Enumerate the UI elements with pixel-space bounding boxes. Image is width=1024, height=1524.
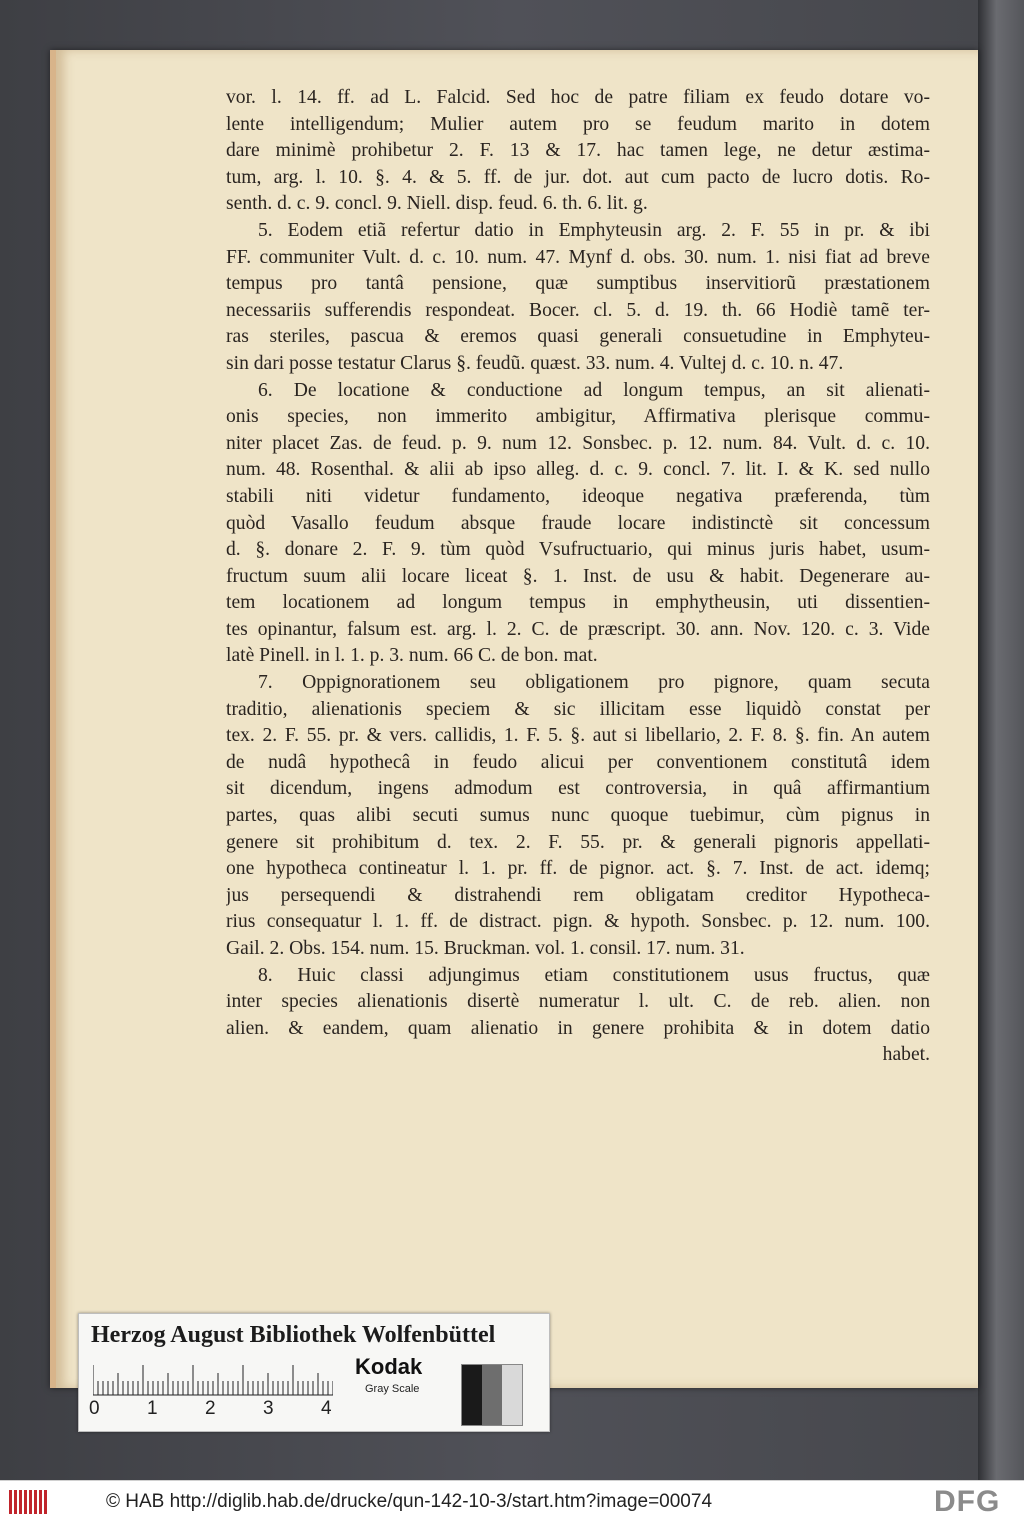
ruler-number: 4: [321, 1398, 332, 1419]
text-line: tem locationem ad longum tempus in emphytheusin, uti dissentien-: [226, 592, 930, 614]
text-line: tes opinantur, falsum est. arg. l. 2. C. de præscript. 30. ann. Nov. 120. c. 3. Vide: [226, 618, 930, 640]
text-line: ras steriles, pascua & eremos quasi generali consuetudine in Emphyteu-: [226, 326, 930, 348]
text-line: senth. d. c. 9. concl. 9. Niell. disp. feud. 6. th. 6. lit. g.: [226, 193, 648, 215]
text-line: quòd Vasallo feudum absque fraude locare indistinctè sit concessum: [226, 512, 930, 534]
text-line: sit dicendum, ingens admodum est controversia, in quâ affirmantium: [226, 778, 930, 800]
ruler-number: 2: [205, 1398, 216, 1419]
gray-patch: [482, 1365, 502, 1425]
text-line: FF. communiter Vult. d. c. 10. num. 47. Mynf d. obs. 30. num. 1. nisi fiat ad breve: [226, 246, 930, 268]
ruler-numbers: [89, 1398, 349, 1424]
text-line: tex. 2. F. 55. pr. & vers. callidis, 1. F. 5. §. aut si libellario, 2. F. 8. §. fin. An autem: [226, 725, 930, 747]
text-line: partes, quas alibi secuti sumus nunc quoque tuebimur, cùm pignus in: [226, 805, 930, 827]
gray-patch: [462, 1365, 482, 1425]
ruler-scale: [93, 1360, 333, 1396]
text-line: tum, arg. l. 10. §. 4. & 5. ff. de jur. dot. aut cum pacto de lucro dotis. Ro-: [226, 166, 930, 188]
hab-logo-bar: [24, 1490, 27, 1514]
ruler-number: 1: [147, 1398, 158, 1419]
text-line: Gail. 2. Obs. 154. num. 15. Bruckman. vol. 1. consil. 17. num. 31.: [226, 938, 745, 959]
hab-logo-bar: [39, 1490, 42, 1514]
text-line: habet.: [882, 1044, 930, 1066]
hab-logo-bar: [29, 1490, 32, 1514]
adjacent-page-edge: [978, 0, 1024, 1480]
text-line: jus persequendi & distrahendi rem obligatam creditor Hypotheca-: [226, 884, 930, 906]
library-name: Herzog August Bibliothek Wolfenbüttel: [91, 1322, 496, 1348]
text-line: vor. l. 14. ff. ad L. Falcid. Sed hoc de patre filiam ex feudo dotare vo-: [226, 87, 930, 108]
text-line: onis species, non immerito ambigitur, Affirmativa plerisque commu-: [226, 406, 930, 428]
text-line: traditio, alienationis speciem & sic illicitam esse liquidò constat per: [226, 698, 930, 720]
text-line: necessariis sufferendis respondeat. Bocer. cl. 5. d. 19. th. 66 Hodiè tamẽ ter-: [226, 299, 930, 321]
text-line: rius consequatur l. 1. ff. de distract. pign. & hypoth. Sonsbec. p. 12. num. 100.: [226, 911, 930, 933]
text-line: alien. & eandem, quam alienatio in genere prohibita & in dotem datio: [226, 1017, 930, 1039]
text-line: num. 48. Rosenthal. & alii ab ipso alleg. d. c. 9. concl. 7. lit. I. & K. sed nullo: [226, 459, 930, 481]
text-line: d. §. donare 2. F. 9. tùm quòd Vsufructuario, qui minus juris habet, usum-: [226, 539, 930, 561]
book-page: [50, 50, 978, 1388]
viewer-footer: [0, 1480, 1024, 1524]
color-target-card: [78, 1313, 550, 1432]
text-line: genere sit prohibitum d. tex. 2. F. 55. pr. & generali pignoris appellati-: [226, 831, 930, 853]
text-line: sin dari posse testatur Clarus §. feudũ. quæst. 33. num. 4. Vultej d. c. 10. n. 47.: [226, 352, 844, 374]
gray-scale-label: Gray Scale: [365, 1383, 420, 1395]
text-line: latè Pinell. in l. 1. p. 3. num. 66 C. de bon. mat.: [226, 645, 598, 667]
gray-scale-patches: [461, 1364, 523, 1426]
text-line: 8. Huic classi adjungimus etiam constitutionem usus fructus, quæ: [258, 964, 930, 986]
hab-logo-bar: [34, 1490, 37, 1514]
hab-logo-icon: [8, 1488, 50, 1516]
ruler-number: 0: [89, 1398, 100, 1419]
dfg-logo: DFG: [934, 1485, 1001, 1518]
hab-logo-bar: [44, 1490, 47, 1514]
gray-patch: [502, 1365, 522, 1425]
text-line: 5. Eodem etiã refertur datio in Emphyteusin arg. 2. F. 55 in pr. & ibi: [258, 219, 930, 241]
text-line: 7. Oppignorationem seu obligationem pro pignore, quam secuta: [258, 672, 930, 694]
hab-logo-bar: [19, 1490, 22, 1514]
text-line: 6. De locatione & conductione ad longum tempus, an sit alienati-: [258, 379, 930, 401]
text-line: tempus pro tantâ pensione, quæ sumptibus inservitiorũ præstationem: [226, 273, 930, 295]
kodak-brand: Kodak: [355, 1354, 423, 1379]
text-line: stabili niti videtur fundamento, ideoque negativa præferenda, tùm: [226, 485, 930, 507]
text-line: lente intelligendum; Mulier autem pro se feudum marito in dotem: [226, 113, 930, 135]
copyright-url[interactable]: © HAB http://diglib.hab.de/drucke/qun-142-10-3/start.htm?image=00074: [106, 1491, 713, 1512]
text-line: niter placet Zas. de feud. p. 9. num 12. Sonsbec. p. 12. num. 84. Vult. d. c. 10.: [226, 432, 930, 454]
ruler-number: 3: [263, 1398, 274, 1419]
text-line: inter species alienationis disertè numeratur l. ult. C. de reb. alien. non: [226, 991, 930, 1013]
text-line: one hypotheca contineatur l. 1. pr. ff. de pignor. act. §. 7. Inst. de act. idemq;: [226, 858, 930, 880]
page-text: [226, 85, 930, 1069]
text-line: de nudâ hypothecâ in feudo alicui per conventionem constitutâ idem: [226, 751, 930, 773]
hab-logo-bar: [14, 1490, 17, 1514]
hab-logo-bar: [9, 1490, 12, 1514]
text-line: fructum suum alii locare liceat §. 1. Inst. de usu & habit. Degenerare au-: [226, 565, 930, 587]
text-line: dare minimè prohibetur 2. F. 13 & 17. hac tamen lege, ne detur æstima-: [226, 140, 930, 162]
